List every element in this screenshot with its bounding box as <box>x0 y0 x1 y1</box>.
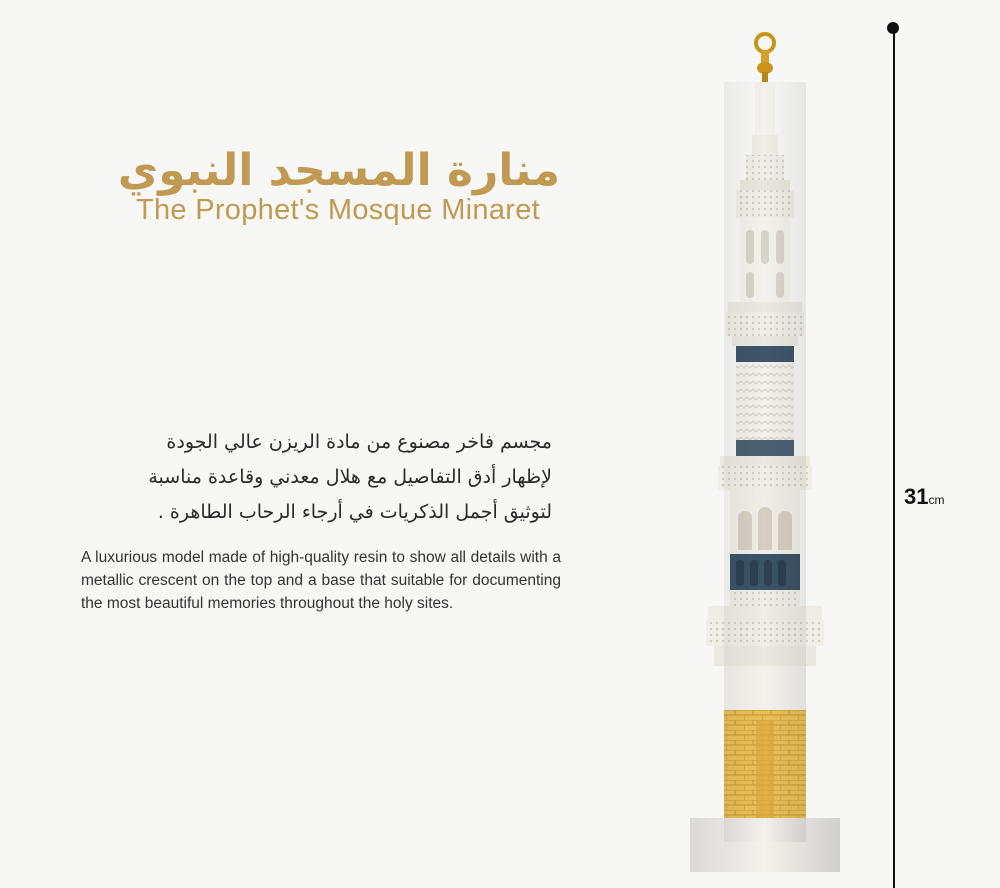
crescent-finial <box>756 34 774 82</box>
description-arabic <box>60 425 552 530</box>
title-english: The Prophet's Mosque Minaret <box>135 194 540 226</box>
description-arabic-line: لتوثيق أجمل الذكريات في أرجاء الرحاب الطاهرة . <box>157 501 552 523</box>
description-english: A luxurious model made of high-quality resin to show all details with a metallic crescent on the top and a base that suitable for documenting the most beautiful memories throughout the holy sites. <box>81 549 561 612</box>
description-arabic-line: مجسم فاخر مصنوع من مادة الريزن عالي الجودة <box>166 431 552 453</box>
title-arabic: منارة المسجد النبوي <box>117 145 560 197</box>
height-scale-top-dot <box>887 22 899 34</box>
height-value: 31 <box>904 484 929 509</box>
height-scale-line <box>893 28 895 888</box>
description-arabic-line: لإظهار أدق التفاصيل مع هلال معدني وقاعدة مناسبة <box>148 466 552 488</box>
height-measurement <box>900 484 948 512</box>
minaret-model-image <box>690 20 870 872</box>
height-unit: cm <box>928 493 945 507</box>
